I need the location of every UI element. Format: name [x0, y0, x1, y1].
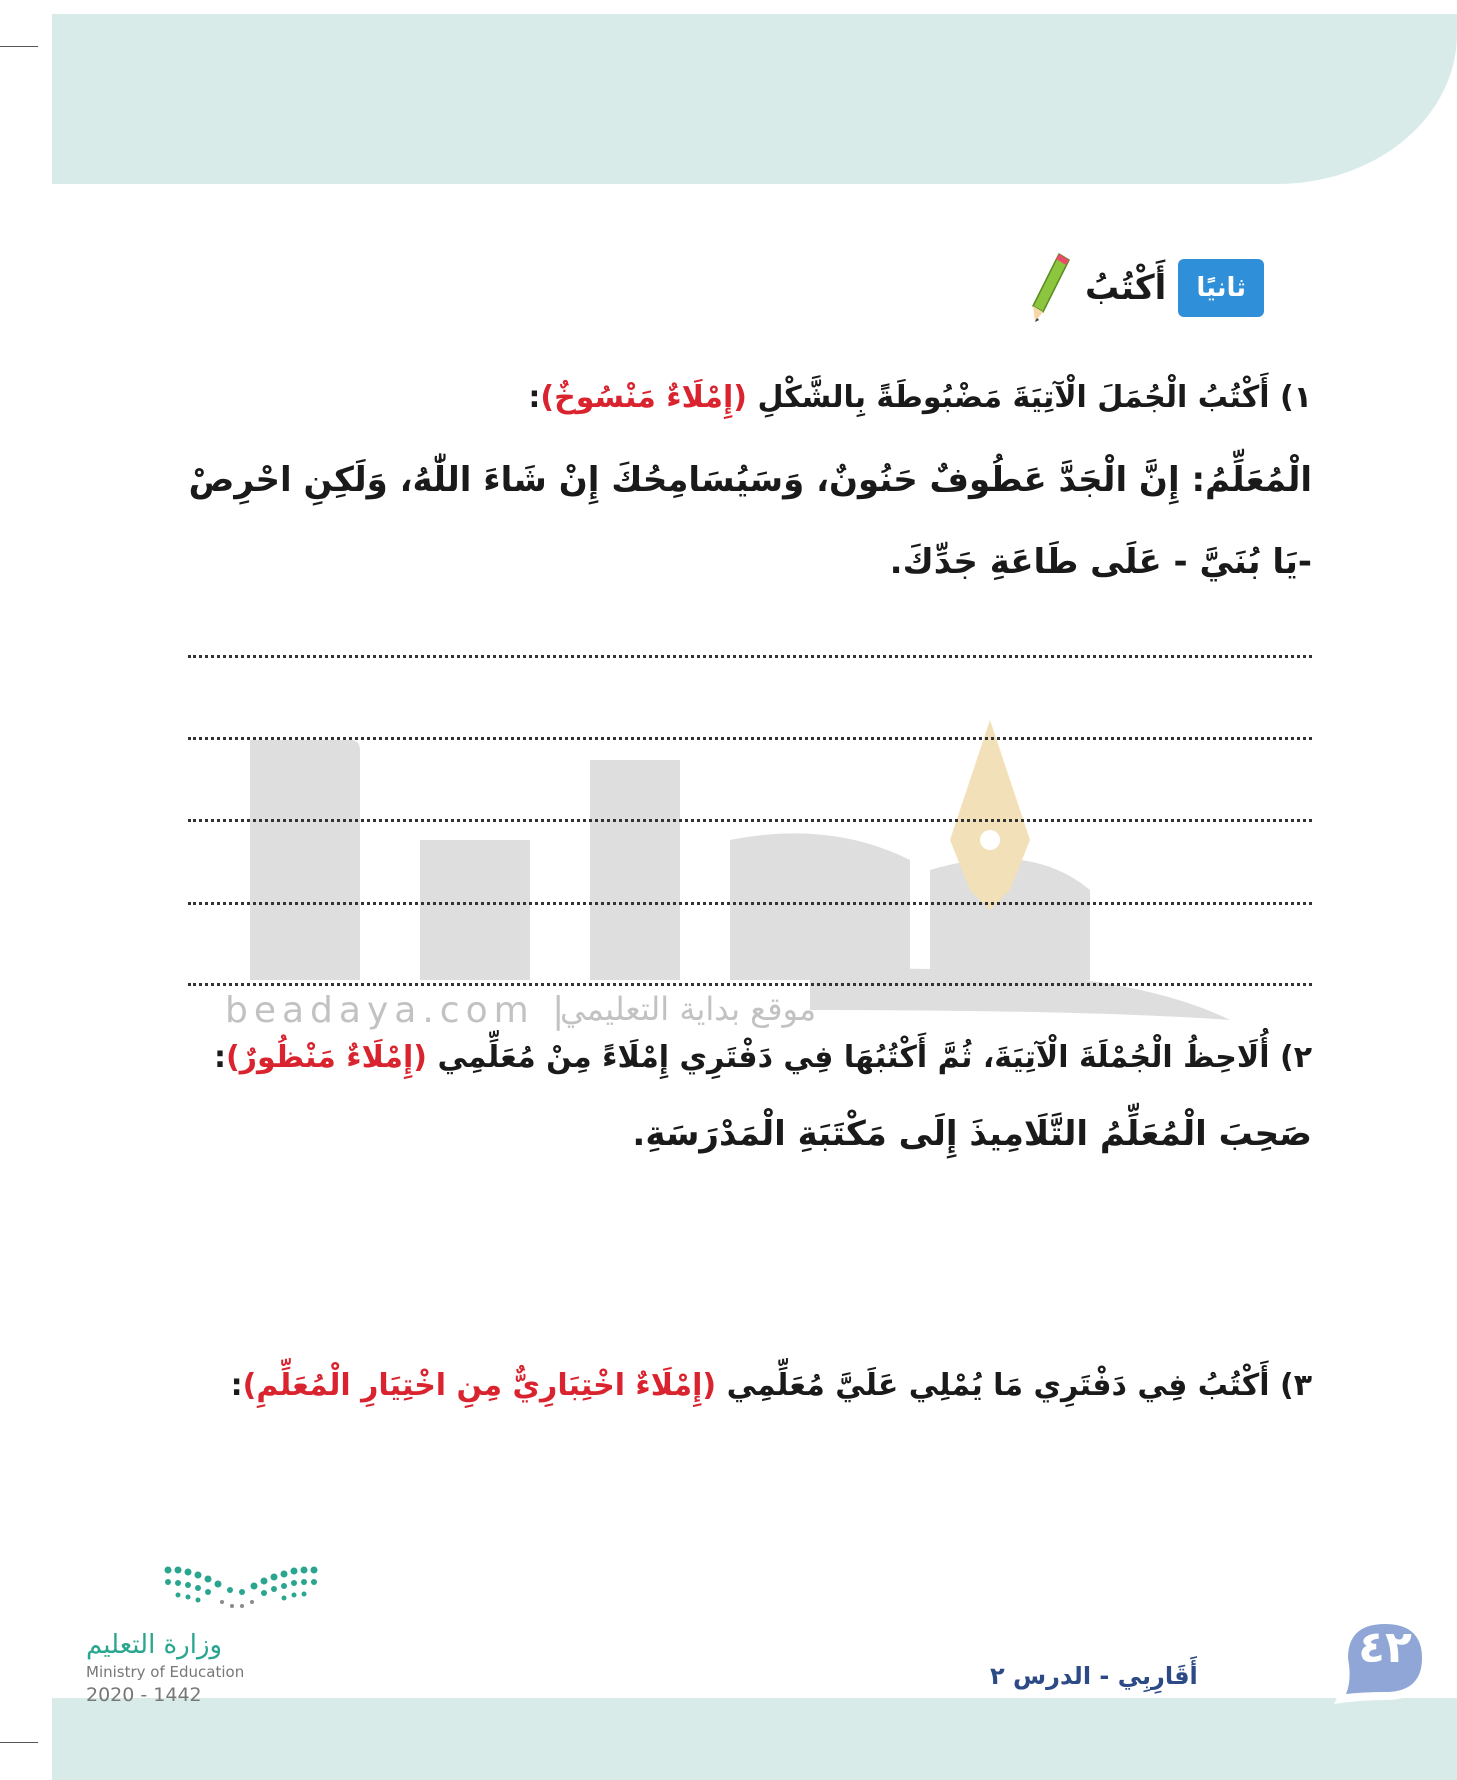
question-2-sentence: صَحِبَ الْمُعَلِّمُ التَّلَامِيذَ إِلَى مَكْتَبَةِ الْمَدْرَسَةِ. [632, 1114, 1312, 1154]
question-3-colon: : [230, 1368, 243, 1403]
question-1-text: ١) أَكْتُبُ الْجُمَلَ الْآتِيَةَ مَضْبُوطَةً بِالشَّكْلِ [757, 380, 1312, 415]
passage-line-1: الْمُعَلِّمُ: إِنَّ الْجَدَّ عَطُوفٌ حَنُونٌ، وَسَيُسَامِحُكَ إِنْ شَاءَ اللّٰهُ، وَلَكِنِ احْرِصْ [188, 460, 1312, 500]
question-2 [214, 1040, 1312, 1075]
bottom-band [52, 1698, 1457, 1780]
page-number: ٤٢ [1358, 1622, 1412, 1673]
edition-year: 2020 - 1442 [86, 1684, 202, 1706]
question-2-text: ٢) أُلَاحِظُ الْجُمْلَةَ الْآتِيَةَ، ثُمَّ أَكْتُبُهَا فِي دَفْتَرِي إِمْلَاءً مِنْ مُعَلِّمِي [437, 1040, 1312, 1075]
writing-line [188, 737, 1312, 740]
writing-line [188, 655, 1312, 658]
question-3 [231, 1368, 1312, 1403]
question-3-text: ٣) أَكْتُبُ فِي دَفْتَرِي مَا يُمْلِي عَلَيَّ مُعَلِّمِي [726, 1368, 1312, 1403]
question-1 [528, 380, 1312, 415]
question-1-colon: : [528, 380, 541, 415]
pencil-icon [1029, 250, 1073, 326]
ministry-logo-icon [160, 1560, 320, 1616]
ministry-name-en: Ministry of Education [86, 1663, 245, 1681]
lesson-label: أَقَارِبِي - الدرس ٢ [990, 1662, 1198, 1690]
page-number-badge [1330, 1608, 1440, 1708]
crop-mark [0, 46, 38, 47]
writing-line [188, 983, 1312, 986]
writing-line [188, 819, 1312, 822]
watermark-site-name: موقع بداية التعليمي [560, 990, 817, 1028]
top-band [52, 14, 1457, 184]
section-title: أَكْتُبُ [1085, 268, 1167, 308]
question-2-colon: : [214, 1040, 227, 1075]
section-header [1029, 250, 1264, 326]
question-2-tag: (إِمْلَاءٌ مَنْظُورٌ) [226, 1040, 427, 1075]
section-badge: ثانيًا [1178, 259, 1264, 317]
passage-line-2: -يَا بُنَيَّ - عَلَى طَاعَةِ جَدِّكَ. [889, 542, 1312, 582]
question-3-tag: (إِمْلَاءٌ اخْتِبَارِيٌّ مِنِ اخْتِيَارِ الْمُعَلِّمِ) [242, 1368, 717, 1403]
ministry-name-ar: وزارة التعليم [86, 1630, 223, 1660]
question-1-tag: (إِمْلَاءٌ مَنْسُوخٌ) [540, 380, 747, 415]
crop-mark [0, 1742, 38, 1743]
writing-line [188, 902, 1312, 905]
watermark-url: beadaya.com | [225, 990, 571, 1031]
